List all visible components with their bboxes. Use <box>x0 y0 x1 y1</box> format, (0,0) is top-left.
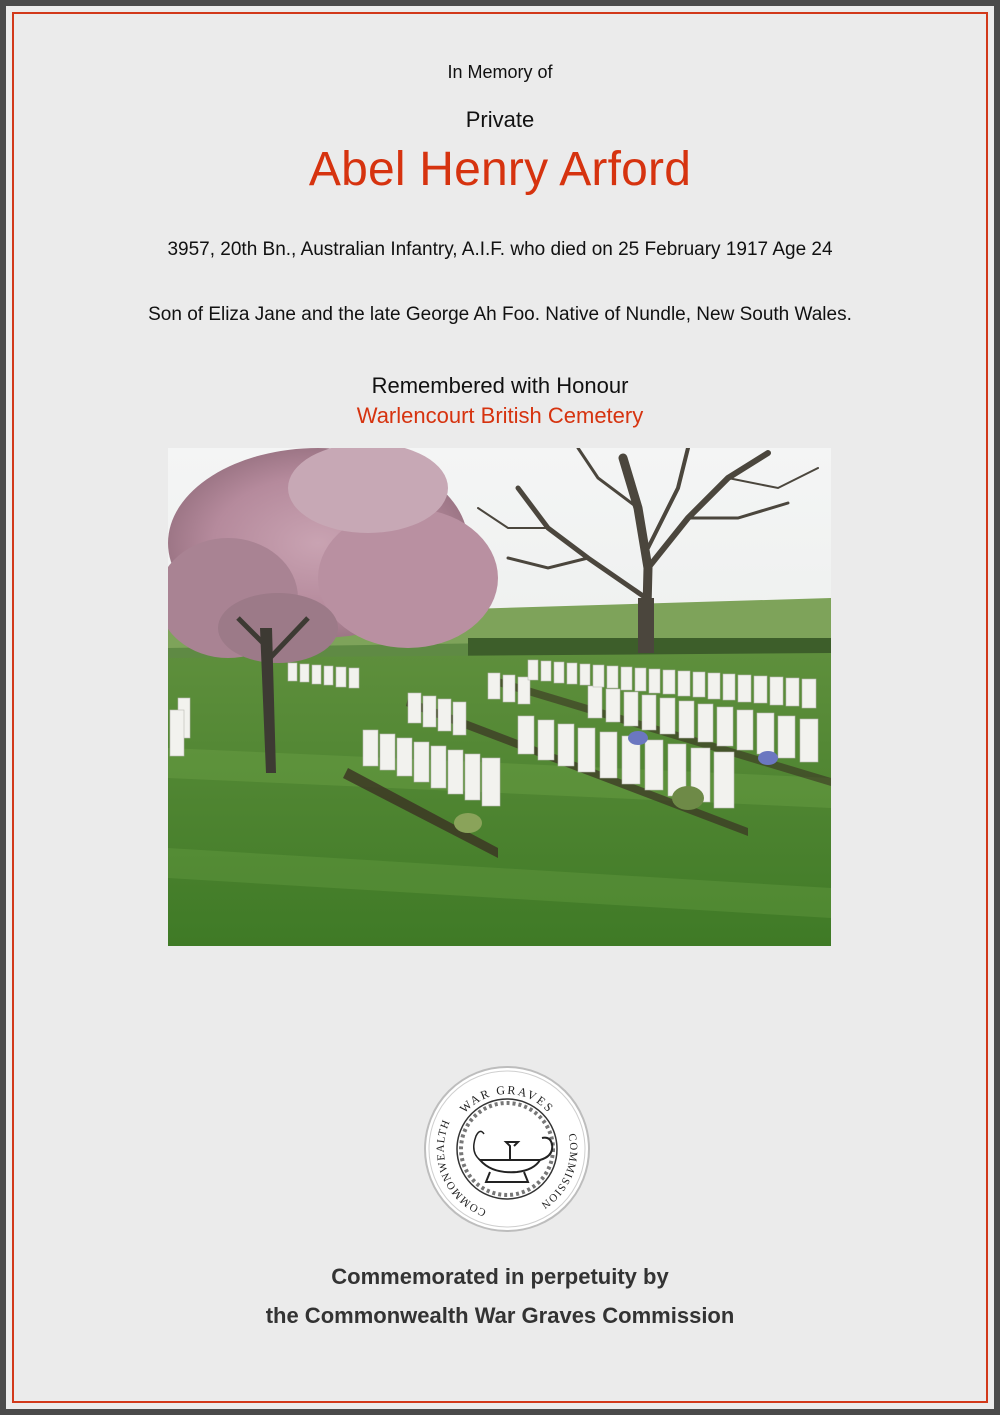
family-details: Son of Eliza Jane and the late George Ah Foo. Native of Nundle, New South Wales. <box>148 304 852 325</box>
svg-text:COMMONWEALTH: COMMONWEALTH <box>434 1117 488 1219</box>
remembered-text: Remembered with Honour <box>371 373 629 398</box>
soldier-name: Abel Henry Arford <box>308 143 692 196</box>
cwgc-seal-logo <box>422 1064 592 1234</box>
cemetery-photo <box>168 448 831 946</box>
service-details: 3957, 20th Bn., Australian Infantry, A.I.F. who died on 25 February 1917 Age 24 <box>167 239 833 260</box>
intro-text: In Memory of <box>447 62 553 82</box>
svg-text:WAR GRAVES: WAR GRAVES <box>456 1082 558 1116</box>
certificate-sheet <box>6 6 994 1409</box>
rank-text: Private <box>465 107 535 132</box>
commemoration-line-1: Commemorated in perpetuity by <box>331 1264 669 1289</box>
svg-text:COMMISSION: COMMISSION <box>538 1132 580 1212</box>
commemoration-line-2: the Commonwealth War Graves Commission <box>265 1303 735 1328</box>
cemetery-name: Warlencourt British Cemetery <box>356 403 644 428</box>
